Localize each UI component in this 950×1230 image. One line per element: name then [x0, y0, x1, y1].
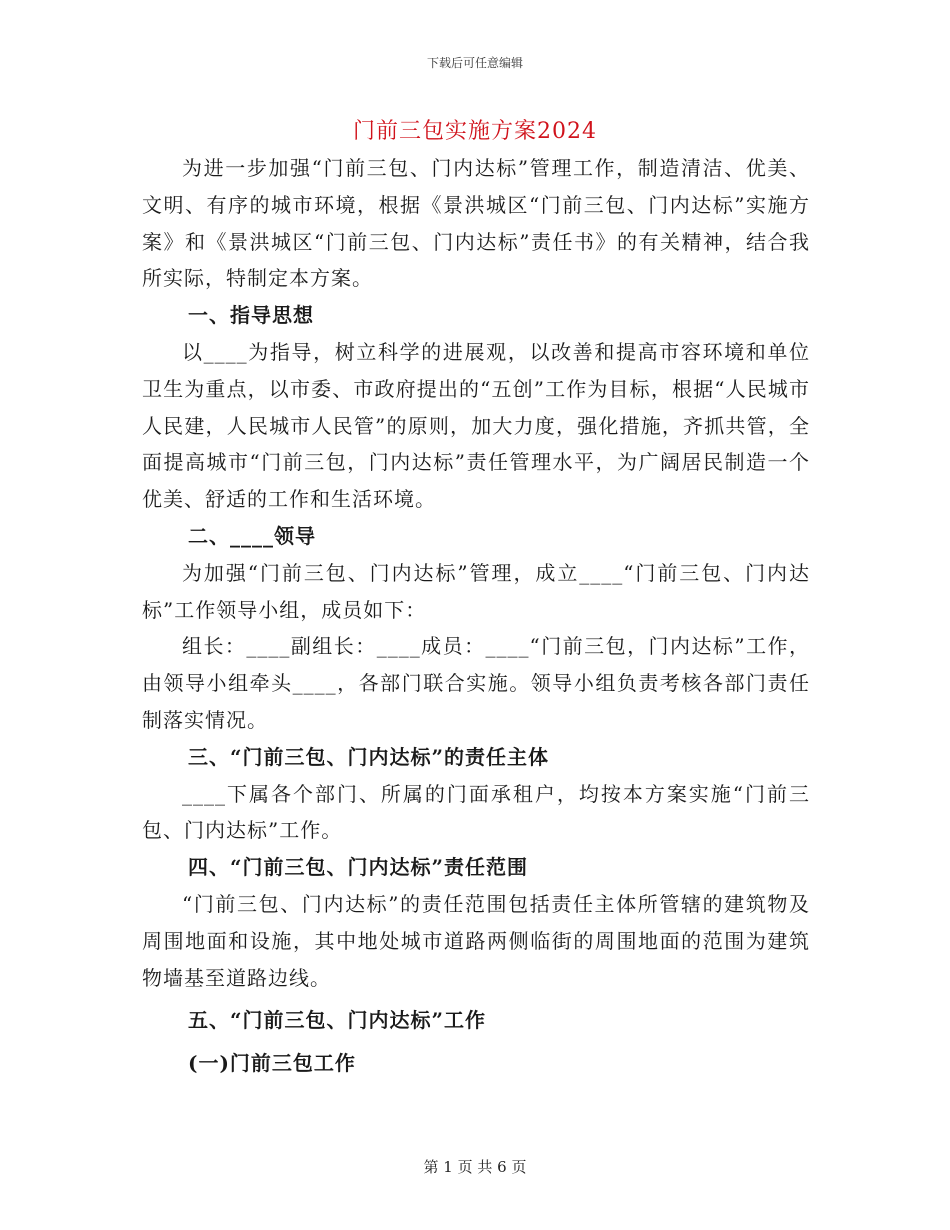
document-body: [142, 150, 810, 1082]
section-1-paragraph: 以____为指导，树立科学的进展观，以改善和提高市容环境和单位卫生为重点，以市委、市政府提出的“五创”工作为目标，根据“人民城市人民建，人民城市人民管”的原则，加大力度，强化措施，齐抓共管，全面提高城市“门前三包，门内达标”责任管理水平，为广阔居民制造一个优美、舒适的工作和生活环境。: [142, 339, 810, 512]
intro-paragraph: 为进一步加强“门前三包、门内达标”管理工作，制造清洁、优美、文明、有序的城市环境，根据《景洪城区“门前三包、门内达标”实施方案》和《景洪城区“门前三包、门内达标”责任书》的有关精神，结合我所实际，特制定本方案。: [142, 156, 810, 291]
header-note: 下载后可任意编辑: [426, 56, 523, 70]
section-heading-1: 一、指导思想: [188, 303, 314, 328]
document-title: 门前三包实施方案2024: [353, 119, 597, 144]
section-heading-5: 五、“门前三包、门内达标”工作: [188, 1008, 487, 1033]
section-2-paragraph-2: 组长：____副组长：____成员：____“门前三包，门内达标”工作，由领导小组牵头____，各部门联合实施。领导小组负责考核各部门责任制落实情况。: [142, 634, 810, 732]
section-4-paragraph: “门前三包、门内达标”的责任范围包括责任主体所管辖的建筑物及周围地面和设施，其中地处城市道路两侧临街的周围地面的范围为建筑物墙基至道路边线。: [142, 891, 810, 990]
subsection-heading-5-1: (一)门前三包工作: [188, 1051, 356, 1076]
section-heading-3: 三、“门前三包、门内达标”的责任主体: [188, 744, 550, 769]
section-heading-2: 二、____领导: [188, 523, 316, 548]
page-footer: 第 1 页 共 6 页: [423, 1158, 527, 1176]
section-heading-4: 四、“门前三包、门内达标”责任范围: [188, 855, 529, 880]
section-2-paragraph-1: 为加强“门前三包、门内达标”管理，成立____“门前三包、门内达标”工作领导小组，成员如下：: [142, 560, 810, 622]
section-3-paragraph: ____下属各个部门、所属的门面承租户，均按本方案实施“门前三包、门内达标”工作。: [142, 781, 810, 843]
